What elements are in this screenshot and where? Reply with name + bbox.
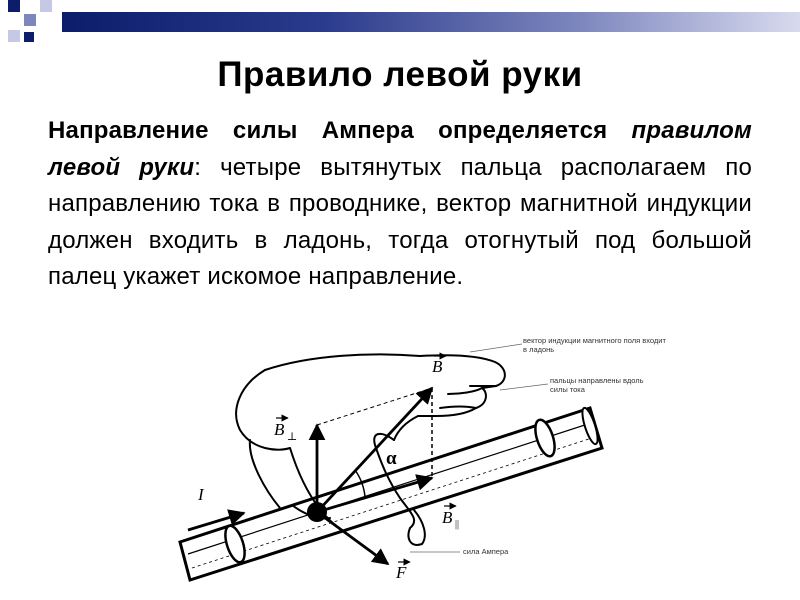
label-B: B (432, 357, 443, 376)
paragraph-rest: : четыре вытянутых пальца располагаем по направлению тока в проводнике, вектор магнитной индукции должен входить в ладонь, тогда отогнутый под большой палец укажет искомое направление. (48, 153, 753, 290)
label-B-perp: B (274, 420, 285, 439)
slide-title: Правило левой руки (217, 55, 583, 94)
paragraph-lead: Направление силы Ампера определяется (48, 117, 608, 144)
corner-square (8, 0, 20, 12)
rule-paragraph (48, 113, 752, 296)
label-B-perp-sub: ⊥ (287, 431, 298, 443)
label-B-parallel: B (442, 508, 453, 527)
note-induction-line1: вектор индукции магнитного поля входит (523, 336, 666, 345)
corner-square (24, 14, 36, 26)
label-F: F (396, 563, 407, 582)
note-induction-line2: в ладонь (523, 345, 555, 354)
header-gradient-bar (62, 12, 800, 32)
corner-decoration (0, 0, 60, 48)
note-ampere-force: сила Ампера (463, 547, 509, 556)
corner-square (8, 30, 20, 42)
label-I: I (198, 485, 204, 504)
left-hand-rule-illustration (170, 330, 710, 592)
corner-square (40, 0, 52, 12)
note-fingers-line1: пальцы направлены вдоль (550, 376, 644, 385)
label-B-parallel-sub: || (455, 519, 460, 530)
current-point (307, 502, 327, 522)
label-alpha: α (386, 448, 397, 469)
note-fingers-line2: силы тока (550, 385, 585, 394)
paragraph-emphasis: правилом левой руки (48, 117, 752, 181)
corner-square (24, 32, 34, 42)
